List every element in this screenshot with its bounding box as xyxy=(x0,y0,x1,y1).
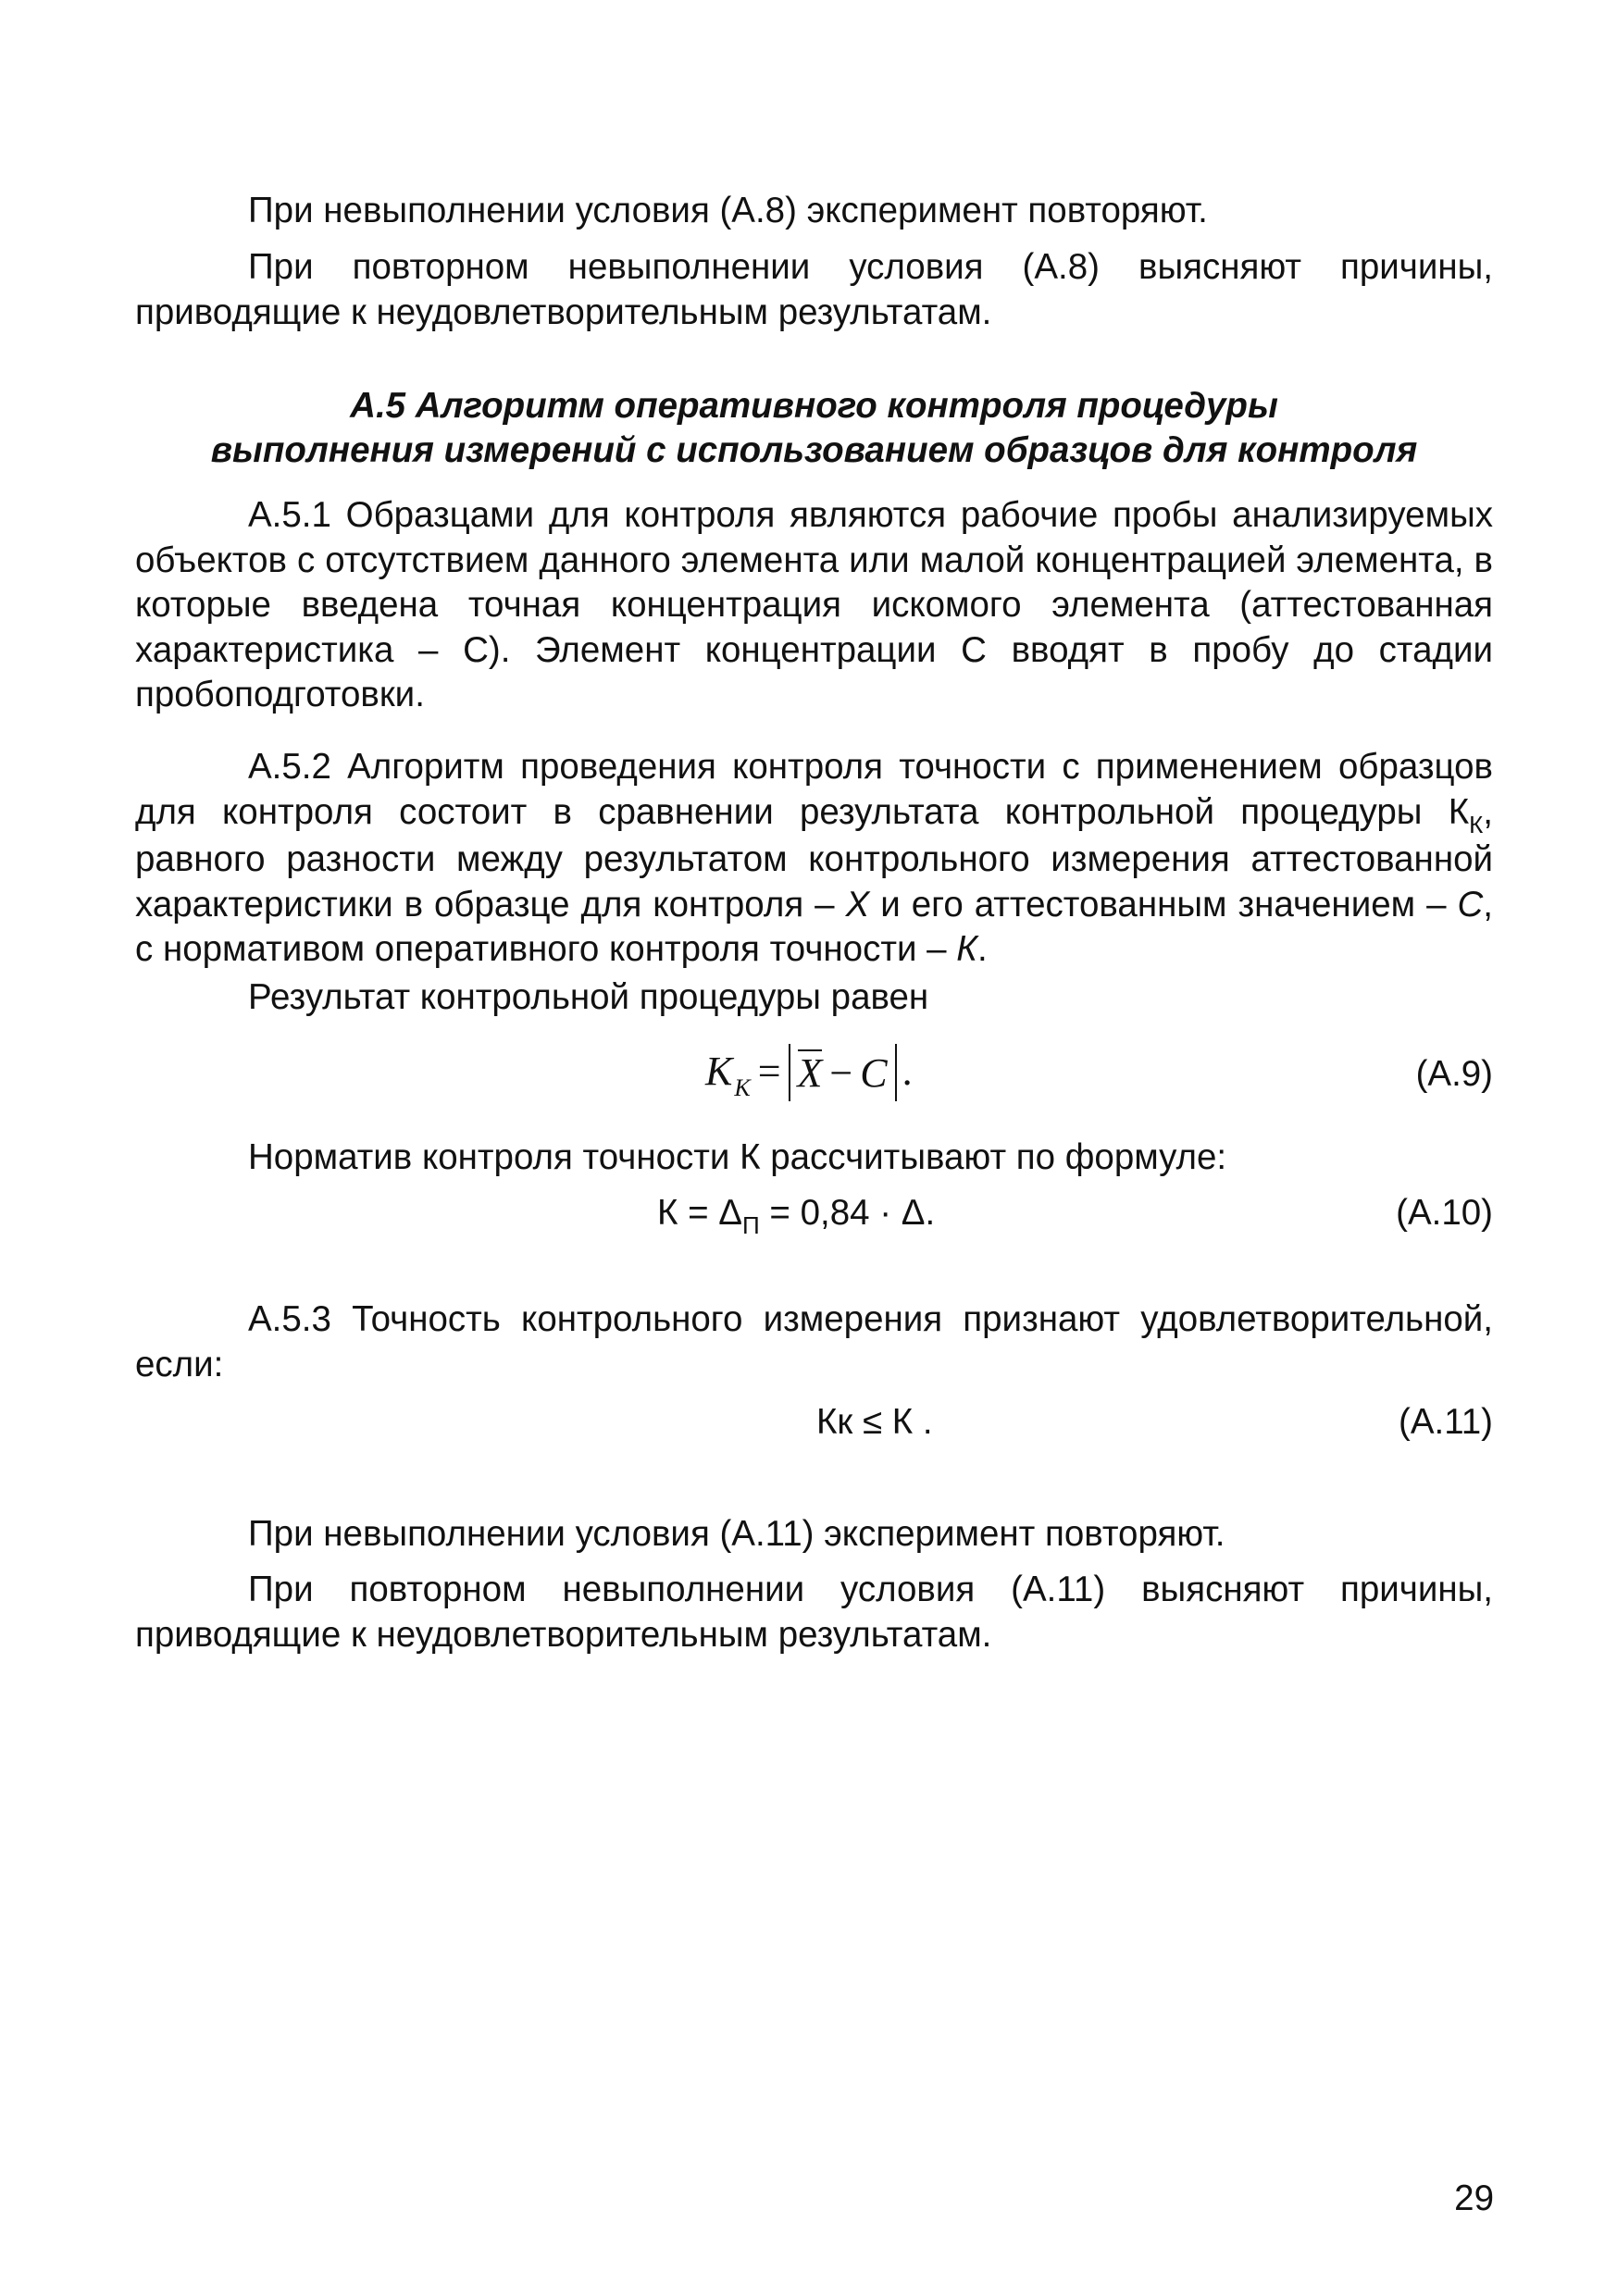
a52-text-4: , с нормативом оперативного контроля точности – xyxy=(135,884,1493,969)
formula-a9-equals: = xyxy=(757,1049,781,1094)
equation-number-a11: (А.11) xyxy=(1399,1402,1493,1442)
formula-a11: Кк ≤ К . xyxy=(816,1402,933,1442)
a52-text-2: , равного разности между результатом контрольного измерения аттестованной характеристики в образце для контроля – xyxy=(135,791,1493,925)
a52-text-3: и его аттестованным значением – xyxy=(880,884,1447,925)
formula-a9-abs xyxy=(789,1044,897,1101)
paragraph-a53: А.5.3 Точность контрольного измерения признают удовлетворительной, если: xyxy=(135,1299,1493,1384)
formula-a9-minus: − xyxy=(829,1050,853,1096)
formula-a9 xyxy=(705,1044,913,1105)
formula-a10-rhs: = 0,84 · Δ. xyxy=(759,1193,936,1233)
formula-a10-lhs: К = Δ xyxy=(657,1193,743,1233)
a52-symbol-x: X xyxy=(845,884,870,925)
paragraph-a51: А.5.1 Образцами для контроля являются рабочие пробы анализируемых объектов с отсутствием данного элемента или малой концентрацией элемента, в которые введена точная концентрация искомого элемента (аттестованная характеристика – С). Элемент концентрации С вводят в пробу до стадии пробоподготовки. xyxy=(135,495,1493,714)
a52-text-1: А.5.2 Алгоритм проведения контроля точности с применением образцов для контроля состоит в сравнении результата контрольной процедуры К xyxy=(135,747,1493,832)
a52-symbol-c: С xyxy=(1457,884,1484,925)
formula-a9-dot: . xyxy=(902,1049,913,1094)
paragraph-repeat-experiment: При невыполнении условия (А.8) эксперимент повторяют. xyxy=(248,191,1208,230)
formula-a9-lhs-sub: K xyxy=(734,1074,751,1101)
paragraph-repeat-experiment-2: При невыполнении условия (А.11) эксперимент повторяют. xyxy=(248,1514,1225,1554)
paragraph-norm: Норматив контроля точности К рассчитывают по формуле: xyxy=(248,1137,1227,1177)
section-heading-line1: А.5 Алгоритм оперативного контроля процедуры xyxy=(350,386,1278,426)
paragraph-find-causes: При повторном невыполнении условия (А.8) выясняют причины, приводящие к неудовлетворительным результатам. xyxy=(135,247,1493,332)
a52-symbol-k: К xyxy=(956,929,977,969)
a52-subscript: К xyxy=(1469,810,1484,838)
paragraph-a52 xyxy=(135,745,1493,973)
paragraph-find-causes-2: При повторном невыполнении условия (А.11) выясняют причины, приводящие к неудовлетворительным результатам. xyxy=(135,1570,1493,1655)
equation-number-a10: (А.10) xyxy=(1396,1193,1493,1233)
a52-end: . xyxy=(977,929,988,969)
formula-a9-lhs: K xyxy=(705,1049,733,1094)
section-heading-line2: выполнения измерений с использованием образцов для контроля xyxy=(210,430,1418,470)
paragraph-result: Результат контрольной процедуры равен xyxy=(248,977,929,1017)
formula-a9-x-bar: X xyxy=(797,1050,823,1096)
page-number: 29 xyxy=(1454,2178,1494,2218)
formula-a10-sub: П xyxy=(742,1211,760,1239)
formula-a9-c: C xyxy=(860,1050,888,1096)
formula-a10 xyxy=(657,1191,935,1238)
equation-number-a9: (А.9) xyxy=(1415,1054,1493,1094)
